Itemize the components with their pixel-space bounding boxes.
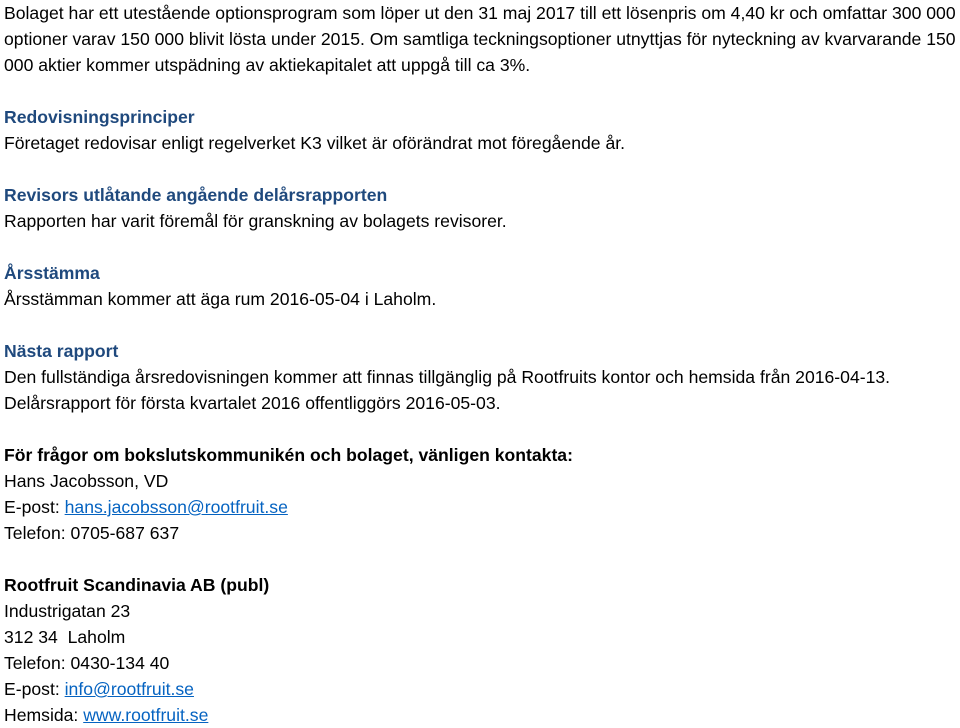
company-web-line bbox=[4, 702, 956, 728]
agm-section bbox=[4, 260, 956, 312]
company-heading: Rootfruit Scandinavia AB (publ) bbox=[4, 575, 270, 595]
contact-heading: För frågor om bokslutskommunikén och bolaget, vänligen kontakta: bbox=[4, 445, 573, 465]
accounting-heading: Redovisningsprinciper bbox=[4, 107, 195, 127]
company-web-link[interactable]: www.rootfruit.se bbox=[83, 705, 209, 725]
company-section bbox=[4, 572, 956, 728]
contact-section bbox=[4, 442, 956, 546]
contact-phone: Telefon: 0705-687 637 bbox=[4, 523, 180, 543]
auditor-text: Rapporten har varit föremål för granskning av bolagets revisorer. bbox=[4, 211, 507, 231]
company-street: Industrigatan 23 bbox=[4, 601, 131, 621]
spacer bbox=[4, 78, 956, 104]
spacer bbox=[4, 234, 956, 260]
company-web-label: Hemsida: bbox=[4, 705, 84, 725]
options-program-paragraph: Bolaget har ett utestående optionsprogram som löper ut den 31 maj 2017 till ett lösenpris om 4,40 kr och omfattar 300 000 optioner varav 150 000 blivit lösta under 2015. Om samtliga teckningsoptioner utnyttjas för nyteckning av kvarvarande 150 000 aktier kommer utspädning av aktiekapitalet att uppgå till ca 3%. bbox=[4, 3, 956, 75]
company-email-label: E-post: bbox=[4, 679, 65, 699]
document-page bbox=[4, 0, 956, 728]
accounting-text: Företaget redovisar enligt regelverket K3 vilket är oförändrat mot föregående år. bbox=[4, 133, 626, 153]
auditor-section bbox=[4, 182, 956, 234]
spacer bbox=[4, 156, 956, 182]
agm-text: Årsstämman kommer att äga rum 2016-05-04 i Laholm. bbox=[4, 289, 437, 309]
next-report-section bbox=[4, 338, 956, 416]
contact-name: Hans Jacobsson, VD bbox=[4, 471, 169, 491]
contact-email-link[interactable]: hans.jacobsson@rootfruit.se bbox=[64, 497, 288, 517]
agm-heading: Årsstämma bbox=[4, 263, 100, 283]
next-report-text: Den fullständiga årsredovisningen kommer att finnas tillgänglig på Rootfruits kontor och hemsida från 2016-04-13. Delårsrapport för första kvartalet 2016 offentliggörs 2016-05-03. bbox=[4, 367, 891, 413]
company-email-link[interactable]: info@rootfruit.se bbox=[64, 679, 194, 699]
contact-email-label: E-post: bbox=[4, 497, 65, 517]
next-report-heading: Nästa rapport bbox=[4, 341, 119, 361]
spacer bbox=[4, 546, 956, 572]
company-email-line bbox=[4, 676, 956, 702]
accounting-section bbox=[4, 104, 956, 156]
auditor-heading: Revisors utlåtande angående delårsrapporten bbox=[4, 185, 388, 205]
contact-email-line bbox=[4, 494, 956, 520]
spacer bbox=[4, 312, 956, 338]
spacer bbox=[4, 416, 956, 442]
company-city: 312 34 Laholm bbox=[4, 627, 126, 647]
company-phone: Telefon: 0430-134 40 bbox=[4, 653, 170, 673]
